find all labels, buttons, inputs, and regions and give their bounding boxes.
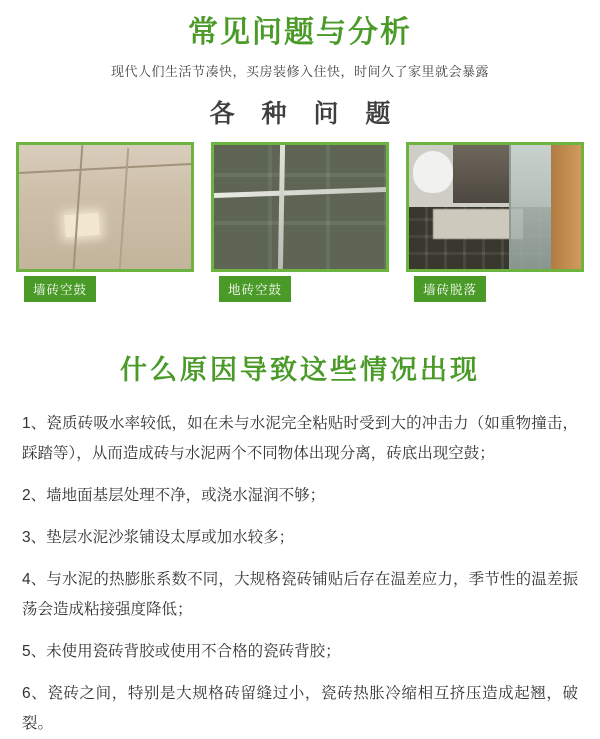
reason-item: 6、瓷砖之间，特别是大规格砖留缝过小，瓷砖热胀冷缩相互挤压造成起翘，破裂。: [22, 685, 578, 732]
wall-tile-hollow-photo: [16, 142, 194, 272]
caption-slot-3: [406, 272, 584, 302]
photo-caption-3: 墙砖脱落: [414, 276, 486, 302]
wooden-door: [551, 145, 581, 269]
shower-glass: [509, 145, 551, 269]
reason-item: 1、瓷质砖吸水率较低，如在未与水泥完全粘贴时受到大的冲击力（如重物撞击，踩踏等），从而造成砖与水泥两个不同物体出现分离，砖底出现空鼓；: [22, 415, 578, 462]
reason-list: [0, 387, 600, 739]
page-subtitle: 现代人们生活节凑快，买房装修入住快，时间久了家里就会暴露: [110, 64, 489, 79]
caption-slot-1: [16, 272, 194, 302]
toilet-shape: [413, 151, 453, 193]
floor-tile-hollow-photo: [211, 142, 389, 272]
reason-heading: 什么原因导致这些情况出现: [120, 355, 480, 385]
reason-item: 3、垫层水泥沙浆铺设太厚或加水较多；: [22, 529, 295, 546]
photo-dark-wall: [453, 145, 509, 203]
photo-caption-row: [0, 272, 600, 302]
caption-slot-2: [211, 272, 389, 302]
photo-image-2: [214, 145, 386, 269]
photo-caption-2: 地砖空鼓: [219, 276, 291, 302]
page-title: 常见问题与分析: [188, 16, 412, 49]
section-title: 各 种 问 题: [209, 100, 401, 128]
photo-image-1: [19, 145, 191, 269]
reason-item: 5、未使用瓷砖背胶或使用不合格的瓷砖背胶；: [22, 643, 341, 660]
reason-item: 4、与水泥的热膨胀系数不同，大规格瓷砖铺贴后存在温差应力，季节性的温差振荡会造成粘接强度降低；: [22, 571, 578, 618]
photo-image-3: [409, 145, 581, 269]
wall-tile-falling-photo: [406, 142, 584, 272]
photo-highlight-patch: [65, 213, 100, 237]
photo-caption-1: 墙砖空鼓: [24, 276, 96, 302]
reason-item: 2、墙地面基层处理不净，或浇水湿润不够；: [22, 487, 326, 504]
photo-gallery: [0, 130, 600, 272]
